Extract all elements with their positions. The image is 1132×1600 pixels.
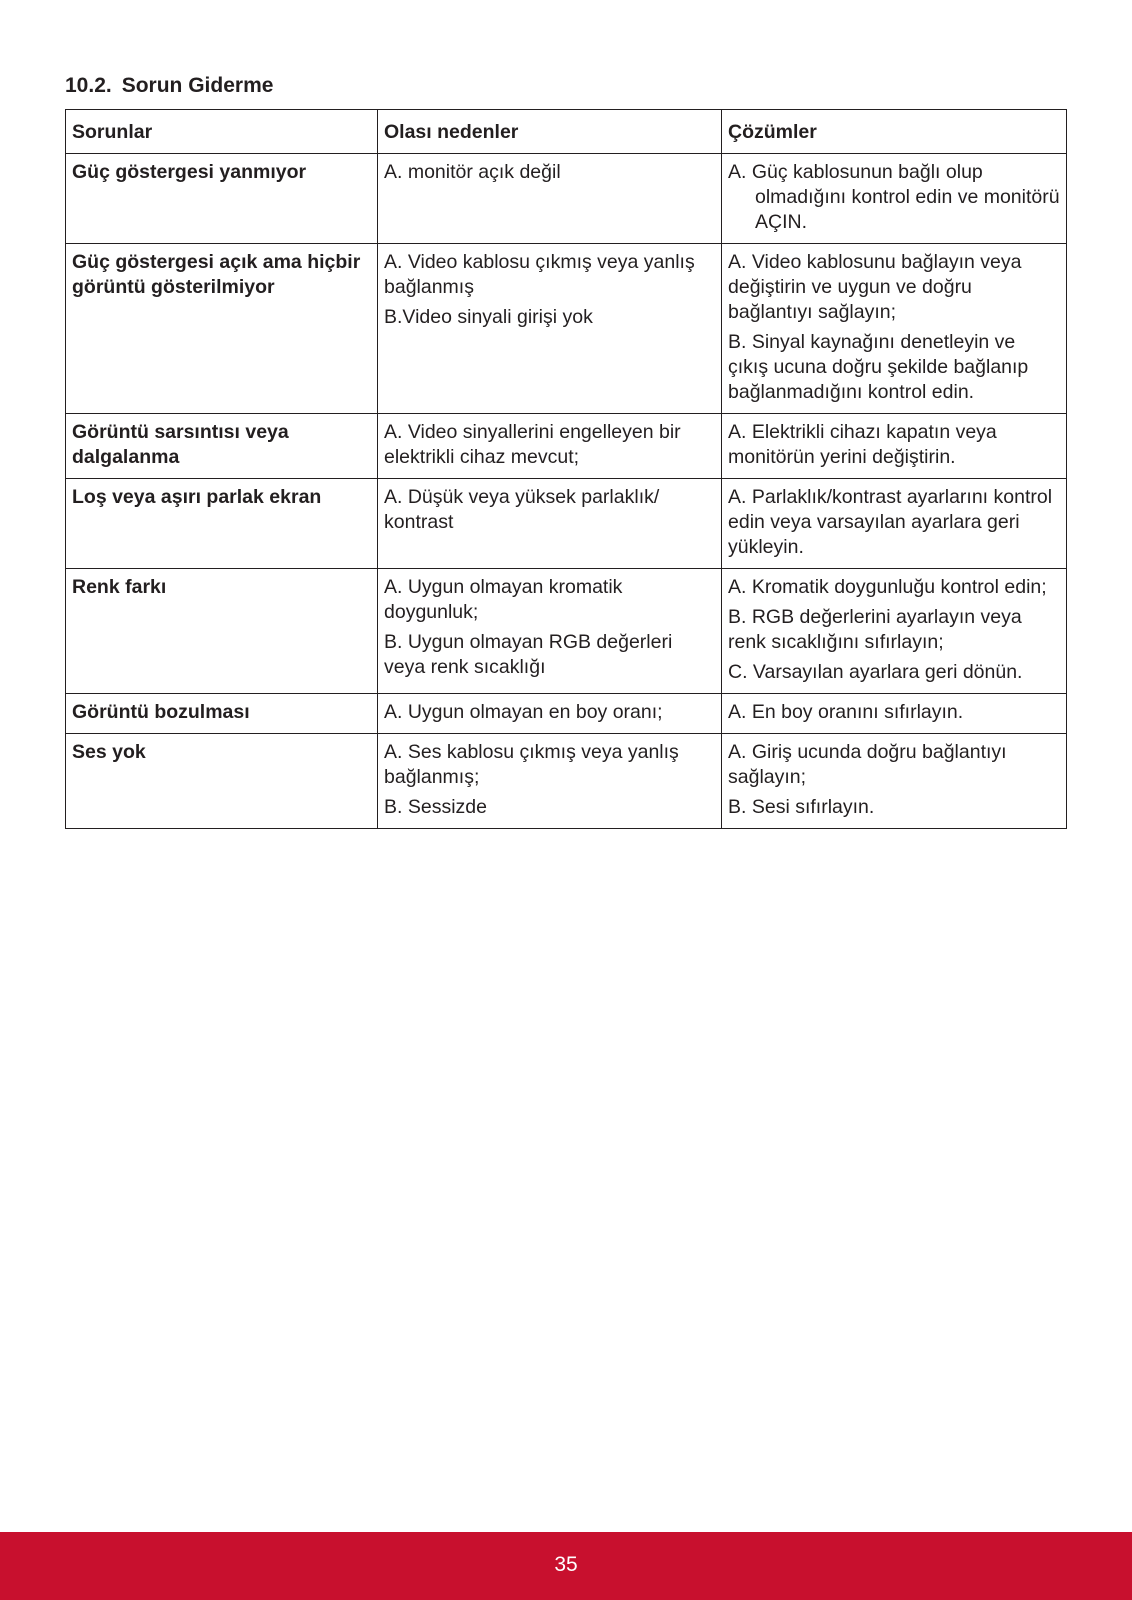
- solution-item: B. Sesi sıfırlayın.: [728, 796, 875, 818]
- solution-item: B. RGB değerlerini ayarlayın veya renk sıcaklığını sıfırlayın;: [728, 606, 1022, 653]
- causes-cell: [378, 569, 722, 694]
- causes-cell: [378, 479, 722, 569]
- section-title: [65, 74, 273, 98]
- cause-item: A. Uygun olmayan en boy oranı;: [384, 701, 663, 723]
- cause-item: B. Sessizde: [384, 796, 487, 818]
- solution-item: B. Sinyal kaynağını denetleyin ve çıkış ucuna doğru şekilde bağlanıp bağlanmadığını kontrol edin.: [728, 331, 1029, 403]
- page-footer-bar: [0, 1532, 1132, 1600]
- problem-cell: Ses yok: [66, 734, 378, 829]
- header-problems: Sorunlar: [66, 110, 378, 154]
- cause-item: A. Video sinyallerini engelleyen bir elektrikli cihaz mevcut;: [384, 421, 681, 468]
- problem-cell: Güç göstergesi açık ama hiçbir görüntü gösterilmiyor: [66, 244, 378, 414]
- causes-cell: [378, 154, 722, 244]
- header-solutions: Çözümler: [722, 110, 1067, 154]
- section-title-text: Sorun Giderme: [121, 74, 274, 97]
- causes-cell: [378, 414, 722, 479]
- solutions-cell: [722, 479, 1067, 569]
- cause-item: A. Ses kablosu çıkmış veya yanlış bağlanmış;: [384, 741, 679, 788]
- table-row: [66, 479, 1067, 569]
- solutions-cell: [722, 154, 1067, 244]
- table-row: [66, 414, 1067, 479]
- header-causes: Olası nedenler: [378, 110, 722, 154]
- cause-item: B.Video sinyali girişi yok: [384, 306, 593, 328]
- problem-cell: Güç göstergesi yanmıyor: [66, 154, 378, 244]
- solution-item: C. Varsayılan ayarlara geri dönün.: [728, 661, 1023, 683]
- table-row: [66, 569, 1067, 694]
- solution-item: A. Video kablosunu bağlayın veya değiştirin ve uygun ve doğru bağlantıyı sağlayın;: [728, 251, 1022, 323]
- solutions-cell: [722, 694, 1067, 734]
- solution-item: A. Giriş ucunda doğru bağlantıyı sağlayın;: [728, 741, 1007, 788]
- solution-item: A. Elektrikli cihazı kapatın veya monitörün yerini değiştirin.: [728, 421, 997, 468]
- cause-item: A. Video kablosu çıkmış veya yanlış bağlanmış: [384, 251, 695, 298]
- cause-item: B. Uygun olmayan RGB değerleri veya renk sıcaklığı: [384, 631, 673, 678]
- solution-item: A. Parlaklık/kontrast ayarlarını kontrol edin veya varsayılan ayarlara geri yükleyin.: [728, 486, 1053, 558]
- table-row: [66, 244, 1067, 414]
- problem-cell: Renk farkı: [66, 569, 378, 694]
- section-number: 10.2.: [65, 74, 112, 97]
- cause-item: A. monitör açık değil: [384, 161, 561, 183]
- cause-item: A. Uygun olmayan kromatik doygunluk;: [384, 576, 623, 623]
- solutions-cell: [722, 244, 1067, 414]
- problem-cell: Görüntü sarsıntısı veya dalgalanma: [66, 414, 378, 479]
- solution-item: A. En boy oranını sıfırlayın.: [728, 701, 964, 723]
- solution-item: A. Güç kablosunun bağlı olup olmadığını kontrol edin ve monitörü AÇIN.: [728, 161, 1060, 233]
- troubleshooting-table: [65, 109, 1067, 829]
- table-header-row: [66, 110, 1067, 154]
- page-number: 35: [554, 1553, 578, 1576]
- causes-cell: [378, 734, 722, 829]
- problem-cell: Görüntü bozulması: [66, 694, 378, 734]
- causes-cell: [378, 244, 722, 414]
- solutions-cell: [722, 734, 1067, 829]
- cause-item: A. Düşük veya yüksek parlaklık/ kontrast: [384, 486, 660, 533]
- table-row: [66, 694, 1067, 734]
- solutions-cell: [722, 569, 1067, 694]
- table-row: [66, 734, 1067, 829]
- causes-cell: [378, 694, 722, 734]
- table-row: [66, 154, 1067, 244]
- solution-item: A. Kromatik doygunluğu kontrol edin;: [728, 576, 1047, 598]
- problem-cell: Loş veya aşırı parlak ekran: [66, 479, 378, 569]
- solutions-cell: [722, 414, 1067, 479]
